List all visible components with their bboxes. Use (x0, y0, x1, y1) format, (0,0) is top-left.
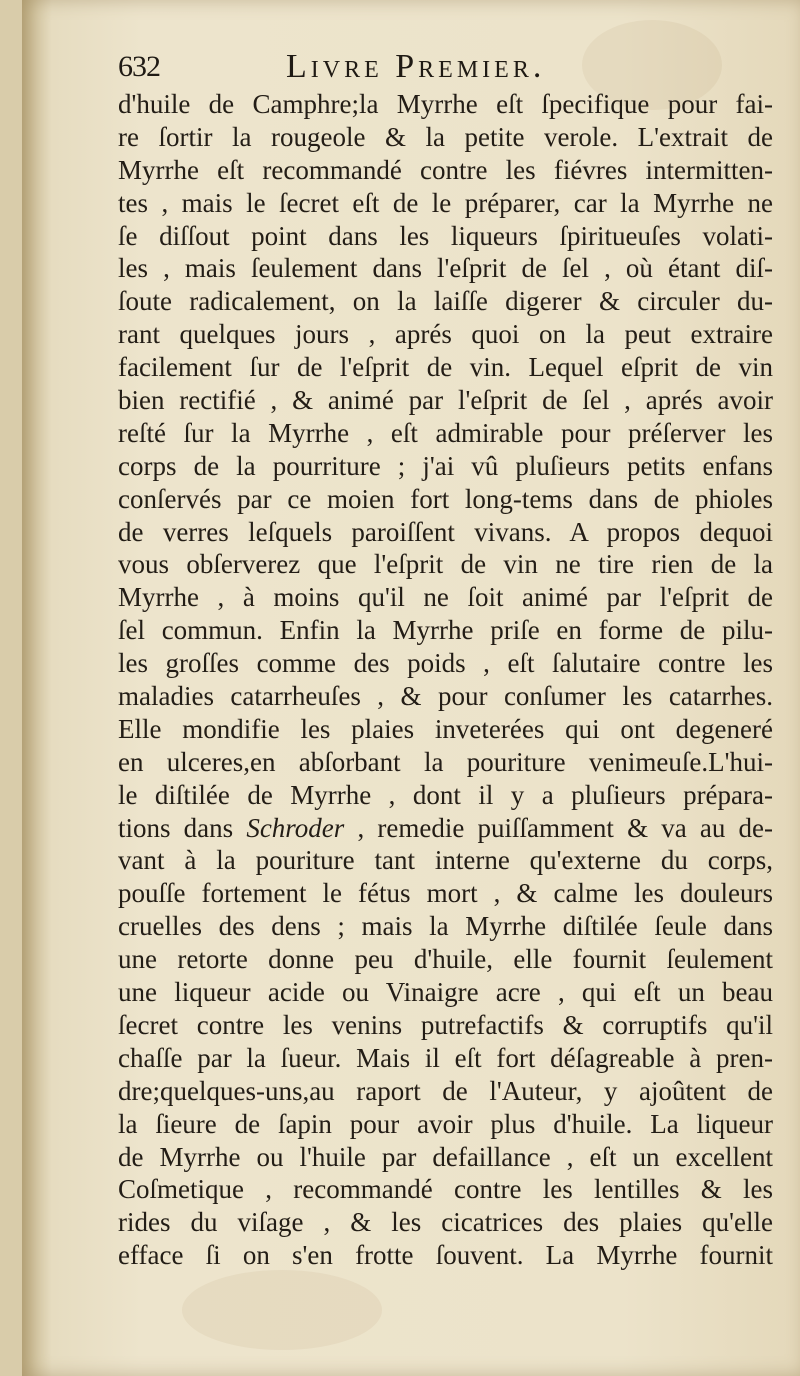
text-line: vous obſerverez que l'eſprit de vin ne tire rien de la (118, 549, 773, 580)
text-line: reſté ſur la Myrrhe , eſt admirable pour préſerver les (118, 417, 773, 448)
text-line: le diſtilée de Myrrhe , dont il y a pluſieurs prépara- (118, 779, 773, 810)
text-line: une retorte donne peu d'huile, elle fournit ſeulement (118, 944, 773, 975)
text-line: chaſſe par la ſueur. Mais il eſt fort déſagreable à pren- (118, 1042, 773, 1073)
text-line: facilement ſur de l'eſprit de vin. Lequel eſprit de vin (118, 352, 773, 383)
text-line: de verres leſquels paroiſſent vivans. A propos dequoi (118, 516, 773, 547)
text-line: en ulceres,en abſorbant la pouriture venimeuſe.L'hui- (118, 746, 773, 777)
text-line: Coſmetique , recommandé contre les lentilles & les (118, 1174, 773, 1205)
text-line: la ſieure de ſapin pour avoir plus d'huile. La liqueur (118, 1108, 773, 1139)
text-line: pouſſe fortement le fétus mort , & calme les douleurs (118, 878, 773, 909)
page-number: 632 (118, 50, 160, 83)
text-line: tions dans Schroder , remedie puiſſamment & va au de- (118, 812, 773, 843)
text-line: vant à la pouriture tant interne qu'externe du corps, (118, 845, 773, 876)
paper-stain (182, 1270, 382, 1350)
text-line: d'huile de Camphre;la Myrrhe eſt ſpecifique pour fai- (118, 89, 773, 119)
author-name: Schroder (246, 812, 345, 843)
text-line: de Myrrhe ou l'huile par defaillance , eſt un excellent (118, 1141, 773, 1172)
text-line: maladies catarrheuſes , & pour conſumer les catarrhes. (118, 681, 773, 712)
text-line: Elle mondifie les plaies inveterées qui ont degeneré (118, 713, 773, 744)
text-line: dre;quelques-uns,au raport de l'Auteur, y ajoûtent de (118, 1075, 773, 1106)
text-line: re ſortir la rougeole & la petite verole. L'extrait de (118, 121, 773, 152)
text-line: Myrrhe eſt recommandé contre les fiévres intermitten- (118, 154, 773, 185)
running-title: Livre Premier. (286, 48, 546, 85)
text-line: rides du viſage , & les cicatrices des plaies qu'elle (118, 1207, 773, 1238)
text-line: Myrrhe , à moins qu'il ne ſoit animé par l'eſprit de (118, 582, 773, 613)
text-line: corps de la pourriture ; j'ai vû pluſieurs petits enfans (118, 450, 773, 481)
text-line: bien rectifié , & animé par l'eſprit de ſel , aprés avoir (118, 385, 773, 416)
text-line: ſoute radicalement, on la laiſſe digerer & circuler du- (118, 286, 773, 317)
text-line: ſecret contre les venins putrefactifs & corruptifs qu'il (118, 1009, 773, 1040)
text-line: conſervés par ce moien fort long-tems dans de phioles (118, 483, 773, 514)
text-line: les groſſes comme des poids , eſt ſalutaire contre les (118, 648, 773, 679)
body-text (118, 88, 773, 1272)
page-header (118, 48, 638, 92)
text-line: une liqueur acide ou Vinaigre acre , qui eſt un beau (118, 977, 773, 1008)
text-line: cruelles des dens ; mais la Myrrhe diſtilée ſeule dans (118, 911, 773, 942)
text-line: efface ſi on s'en frotte ſouvent. La Myrrhe fournit (118, 1240, 773, 1271)
text-line: ſe diſſout point dans les liqueurs ſpiritueuſes volati- (118, 220, 773, 251)
text-line: rant quelques jours , aprés quoi on la peut extraire (118, 319, 773, 350)
text-line: ſel commun. Enfin la Myrrhe priſe en forme de pilu- (118, 615, 773, 646)
text-line: tes , mais le ſecret eſt de le préparer, car la Myrrhe ne (118, 187, 773, 218)
text-line: les , mais ſeulement dans l'eſprit de ſel , où étant diſ- (118, 253, 773, 284)
